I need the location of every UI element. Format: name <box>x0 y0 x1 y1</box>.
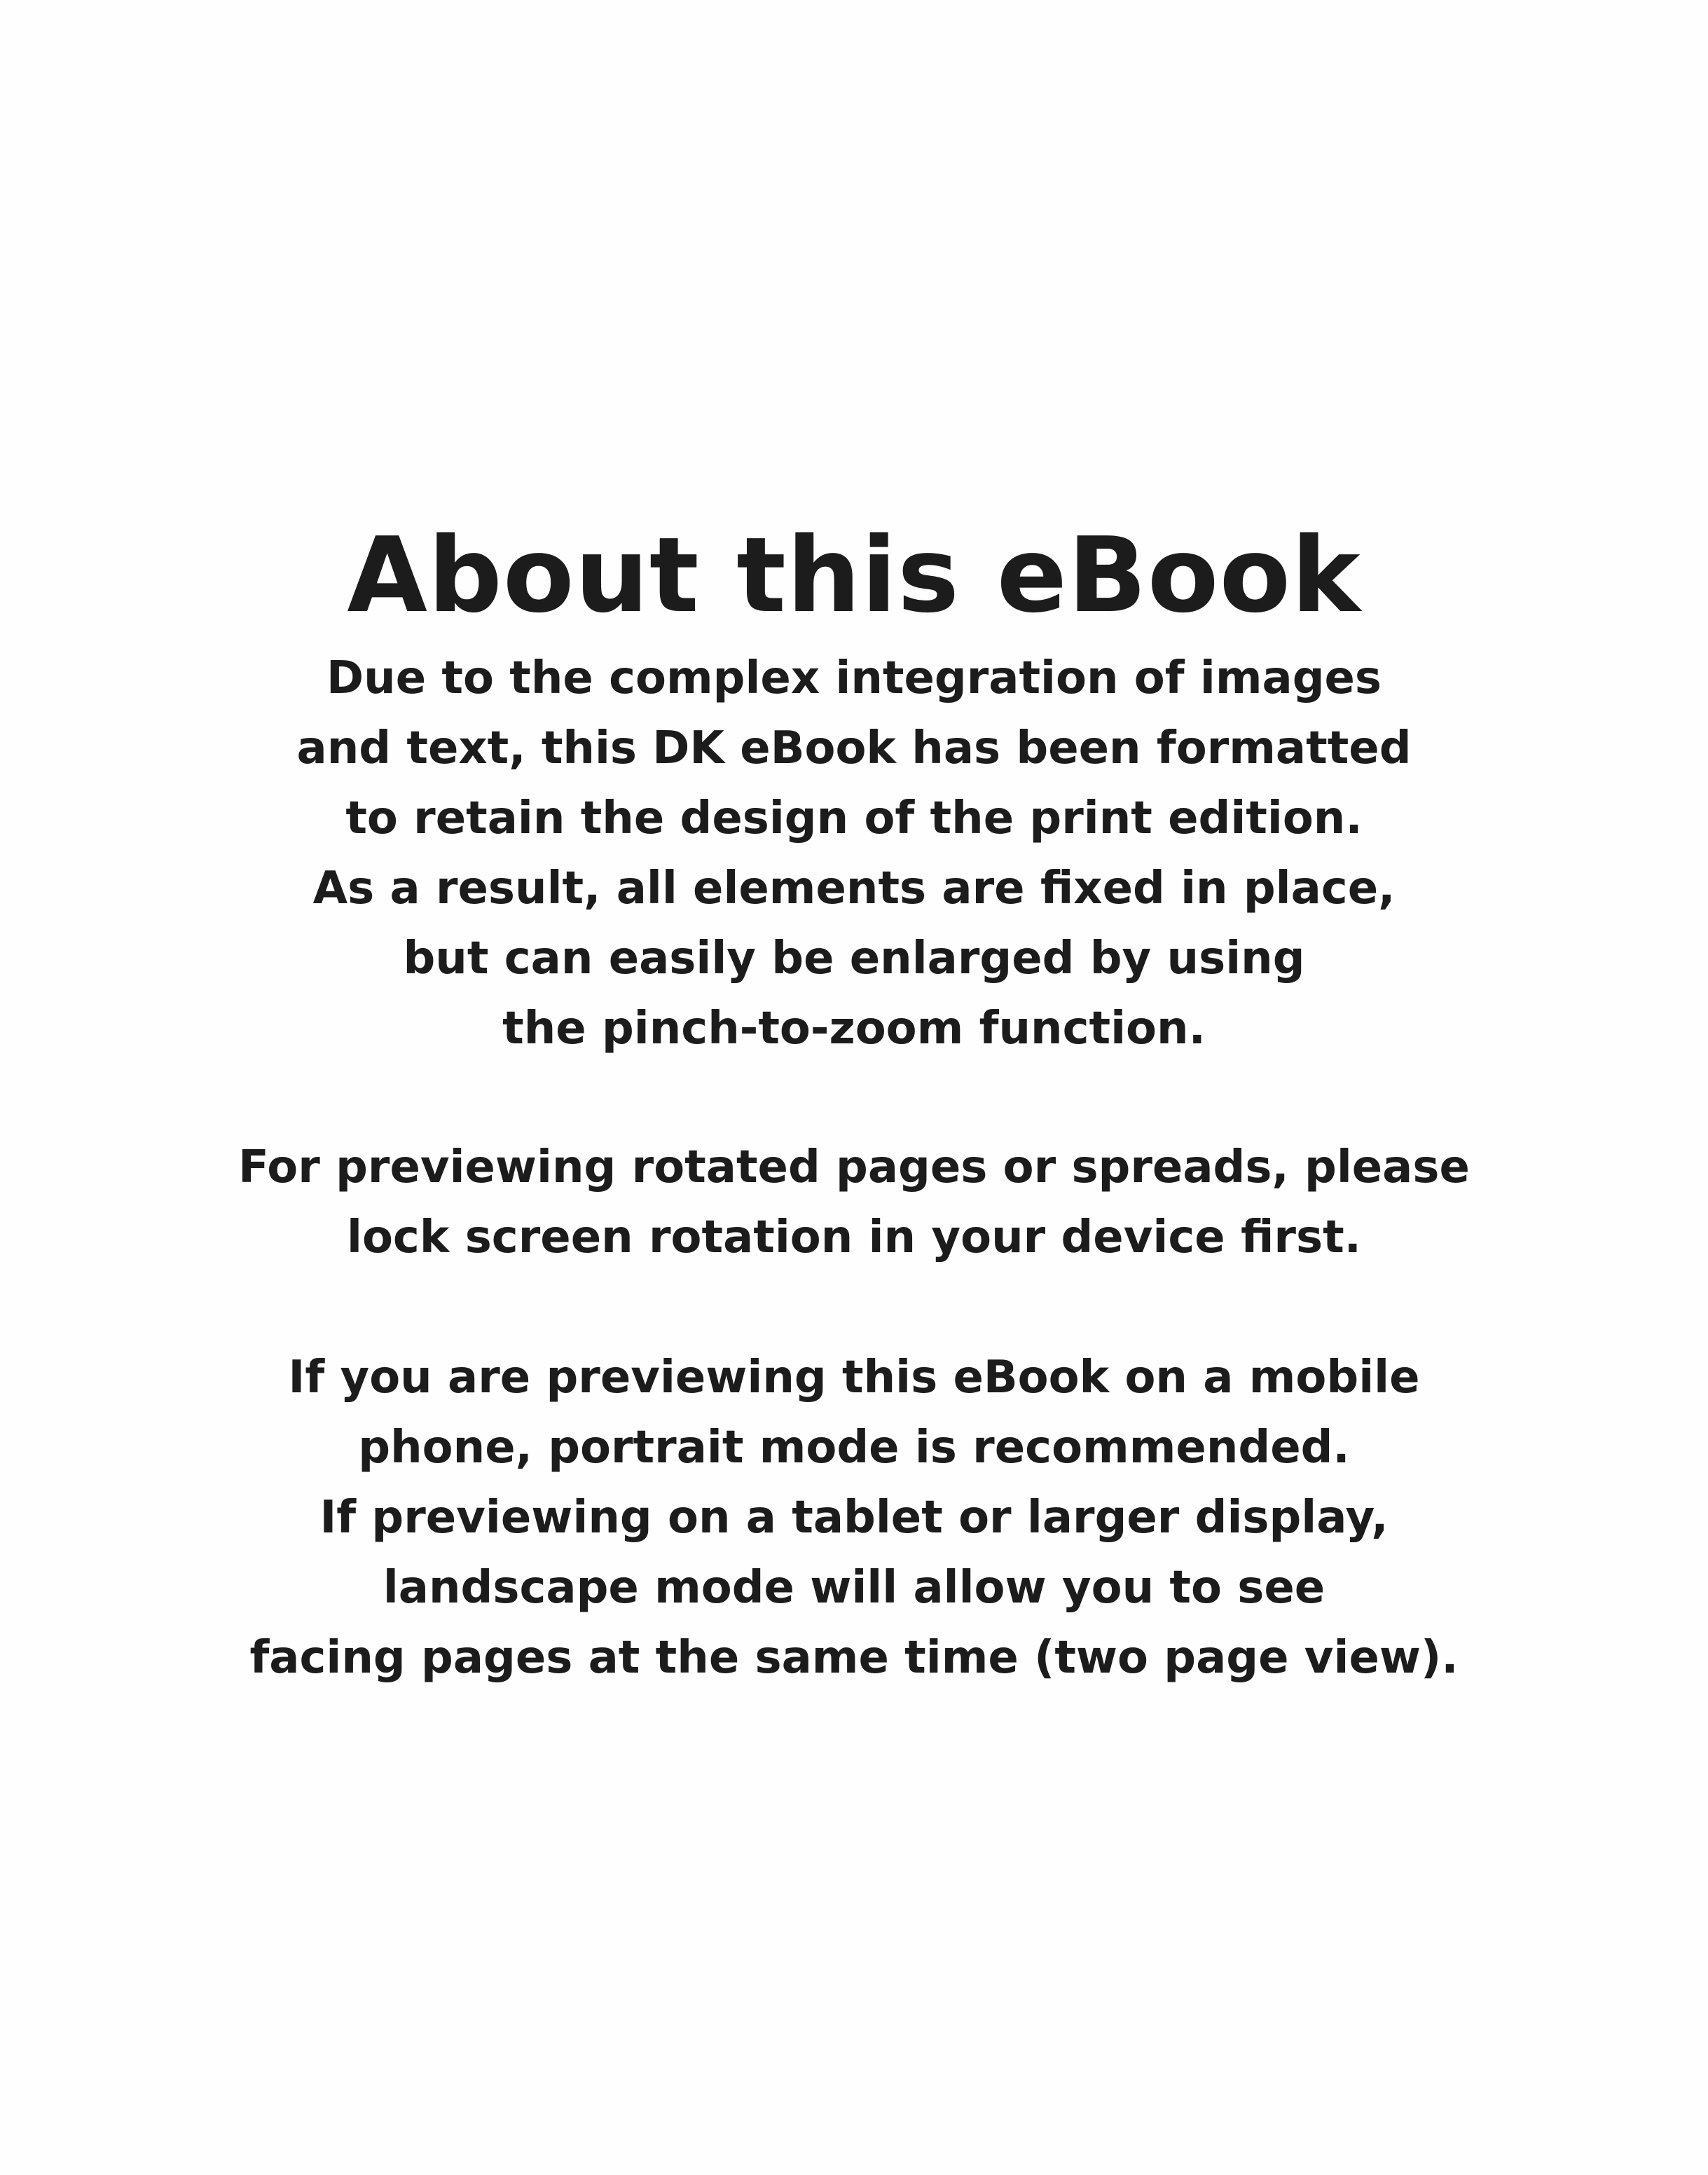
paragraph-line: If you are previewing this eBook on a mobile <box>288 1352 1420 1404</box>
paragraph-line: As a result, all elements are fixed in place, <box>312 863 1396 914</box>
paragraph-line: the pinch-to-zoom function. <box>502 1003 1206 1055</box>
paragraph-line: landscape mode will allow you to see <box>383 1562 1325 1614</box>
format-notice-paragraph <box>0 643 1708 1064</box>
paragraph-line: facing pages at the same time (two page view). <box>249 1632 1459 1684</box>
paragraph-line: to retain the design of the print edition. <box>345 793 1363 844</box>
paragraph-line: Due to the complex integration of images <box>326 652 1382 704</box>
paragraph-line: lock screen rotation in your device first. <box>347 1212 1361 1263</box>
page-title: About this eBook <box>347 515 1361 636</box>
paragraph-line: and text, this DK eBook has been formatted <box>296 722 1412 774</box>
paragraph-line: phone, portrait mode is recommended. <box>358 1422 1350 1474</box>
rotation-notice-paragraph <box>0 1132 1708 1272</box>
paragraph-line: For previewing rotated pages or spreads, please <box>238 1141 1470 1193</box>
display-mode-notice-paragraph <box>0 1343 1708 1693</box>
paragraph-line: If previewing on a tablet or larger display, <box>319 1492 1389 1544</box>
paragraph-line: but can easily be enlarged by using <box>403 933 1305 984</box>
